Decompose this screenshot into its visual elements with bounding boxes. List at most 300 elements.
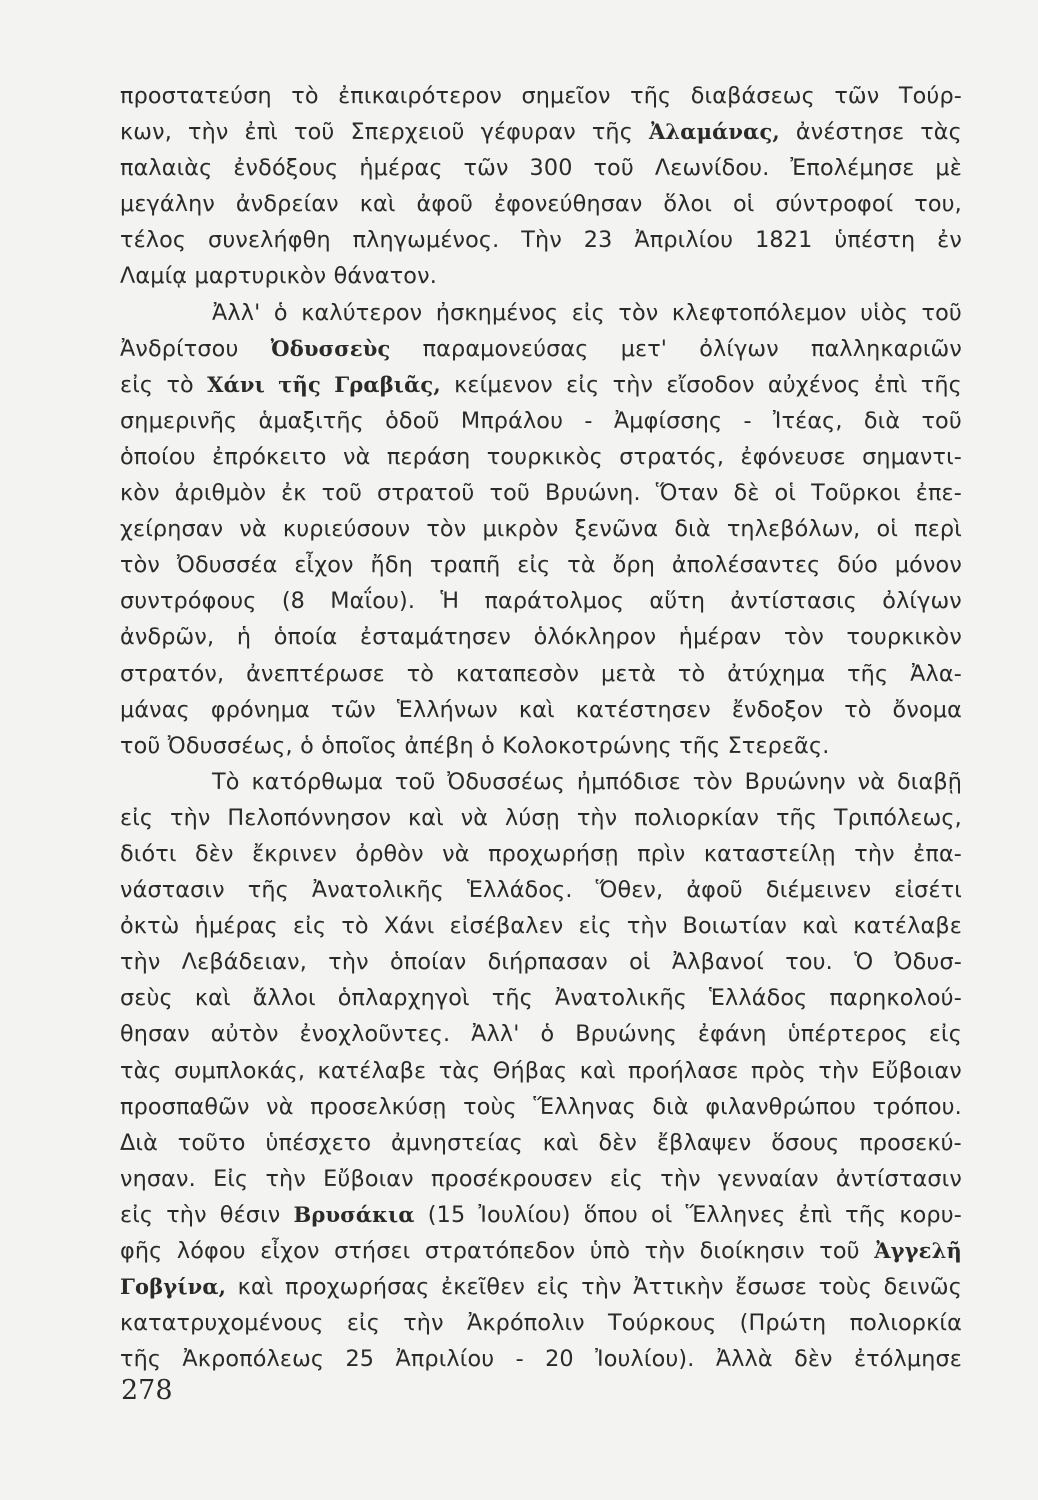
word: εἰς <box>536 1274 570 1301</box>
word: ἐφονεύθησαν <box>493 191 643 218</box>
word: Βρυώνην <box>744 768 846 795</box>
word: ἠσκημένος <box>435 299 559 326</box>
word: ὁ <box>300 732 314 759</box>
word: τουρκικὸν <box>846 624 962 651</box>
word: ὑπέρτερος <box>787 1021 908 1048</box>
word: προσέκρουσεν <box>430 1165 593 1192</box>
word: νὰ <box>857 768 886 795</box>
word: Ὅταν <box>655 480 719 507</box>
word: κλεφτοπόλεμον <box>671 299 847 326</box>
word: χείρησαν <box>120 516 224 543</box>
word: καὶ <box>802 913 839 940</box>
word: Ἀπριλίου <box>634 227 734 254</box>
word: τῶν <box>834 83 880 109</box>
word: διήρπασαν <box>487 949 608 976</box>
word: τὴν <box>170 804 211 831</box>
text-line <box>120 764 962 800</box>
word: παλληκαριῶν <box>811 335 962 362</box>
word: μετ' <box>620 335 668 362</box>
word: Ἀλλὰ <box>715 1346 773 1373</box>
word: θησαν <box>120 1021 190 1048</box>
word: νὰ <box>239 516 267 543</box>
word: ἀπολέσαντες <box>671 552 821 579</box>
word: ὀλίγων <box>882 588 962 615</box>
word: τὴν <box>403 1310 444 1337</box>
word: ἐν <box>937 227 962 254</box>
word: Βρυώνη. <box>544 480 641 507</box>
word: συνελήφθη <box>208 227 331 254</box>
word: (Πρώτη <box>739 1310 827 1337</box>
word: πληγωμένος. <box>352 227 500 254</box>
word: ἡμέραν <box>678 624 762 651</box>
word: Τούρ- <box>898 83 962 109</box>
text-line <box>120 1125 962 1161</box>
word: νὰ <box>442 840 470 867</box>
word: ἀφοῦ <box>416 191 474 218</box>
word: στρατοῦ <box>377 480 475 507</box>
word: 25 <box>345 1346 375 1373</box>
word: προχωρήσῃ <box>488 840 619 867</box>
word: τῆς <box>591 119 633 146</box>
word: τῆς <box>845 1201 887 1228</box>
word: τῆς <box>775 804 818 831</box>
word: ἐτόλμησε <box>853 1346 962 1373</box>
word: τρόπου. <box>872 1093 962 1120</box>
text-line <box>120 619 962 655</box>
word: Εὔβοιαν <box>323 1165 414 1192</box>
word: Βρυώνης <box>575 1021 677 1048</box>
word: (8 <box>281 588 305 615</box>
word: ἔσωσε <box>735 1274 807 1301</box>
word: τὴν <box>120 949 161 976</box>
text-line <box>120 295 962 331</box>
word: λύσῃ <box>505 804 560 831</box>
word: Ἀμφίσσης <box>613 407 723 434</box>
word: υἱὸς <box>860 299 908 326</box>
word: μεγάλην <box>120 191 215 218</box>
word: κατέστησεν <box>575 696 711 723</box>
word: Ἕλληνες <box>685 1201 786 1228</box>
word: δὲν <box>195 840 234 867</box>
word: Ἡ <box>440 588 460 615</box>
word: τῆς <box>630 83 672 109</box>
word: καὶ <box>237 1274 274 1301</box>
word: 23 <box>583 227 613 254</box>
word: δὲν <box>598 1129 638 1156</box>
word: τῶν <box>330 696 376 723</box>
word: μαρτυρικὸν <box>194 263 327 290</box>
word: τοῦ <box>921 299 962 326</box>
word: προσελκύσῃ <box>310 1093 447 1120</box>
word: τὴν <box>265 1165 306 1192</box>
word: ἀριθμὸν <box>174 480 267 507</box>
word: ὑπέσχετο <box>265 1129 372 1156</box>
word: τὴν <box>660 1165 701 1192</box>
text-line <box>120 403 962 439</box>
word: ἤδη <box>370 552 413 579</box>
word: Πελοπόννησον <box>227 804 392 831</box>
text-line <box>120 511 962 547</box>
word: του, <box>914 191 962 218</box>
word: ἐπὶ <box>873 371 908 398</box>
word: Μπράλου <box>460 407 564 434</box>
word: Ὀδυσσέως <box>447 768 566 795</box>
word: καὶ <box>542 1129 579 1156</box>
text-line <box>120 1269 962 1305</box>
word: σημερινῆς <box>120 407 238 434</box>
word: τῆς <box>847 660 889 687</box>
word: ἔνδοξον <box>731 696 824 723</box>
word: Ἰτέας, <box>772 407 843 434</box>
word: Ὁ <box>854 949 874 976</box>
word: κατόρθωμα <box>251 768 384 795</box>
word: πολιορκίαν <box>634 804 760 831</box>
word: γενναίαν <box>717 1165 819 1192</box>
word: νάστασιν <box>120 877 225 904</box>
word: ἀφοῦ <box>686 877 743 904</box>
word: στρατόπεδον <box>424 1238 576 1264</box>
word: μάνας <box>120 696 190 723</box>
word: Τοῦρκοι <box>811 480 901 507</box>
word: ὀκτὼ <box>120 913 180 940</box>
word: καὶ <box>359 191 396 218</box>
word: τοῦ <box>120 732 161 759</box>
word: ἀνδρῶν, <box>120 624 215 651</box>
word: εἰς <box>346 1310 380 1337</box>
word: ὅπου <box>583 1201 638 1228</box>
word: τὴν <box>166 1201 207 1228</box>
word: ἐπὶ <box>798 1201 833 1228</box>
word: ἐνδόξους <box>233 155 339 182</box>
text-line <box>120 547 962 583</box>
word: τῆς <box>920 371 962 398</box>
word: ὁλόκληρον <box>533 624 657 651</box>
word: εἰς <box>571 299 605 326</box>
paragraph <box>120 764 962 1378</box>
word: αὕτη <box>649 588 706 615</box>
word: συντρόφους <box>120 588 257 615</box>
word: προχωρήσας <box>285 1274 430 1301</box>
word: καὶ <box>579 1057 616 1084</box>
word: θάνατον. <box>333 263 437 290</box>
word: τὴν <box>644 1238 686 1264</box>
word: ὁποῖος <box>321 732 398 759</box>
word: τοῦ <box>294 119 335 146</box>
word: εἰς <box>566 371 600 398</box>
word: Ὀδυσ- <box>894 949 962 976</box>
word: τὴν <box>854 840 895 867</box>
word: ἐνοχλοῦντες. <box>299 1021 451 1048</box>
word: κατέλαβε <box>853 913 962 940</box>
word: τῆς <box>247 877 289 904</box>
word: κυριεύσουν <box>282 516 411 543</box>
word: τοῦ <box>819 1238 860 1264</box>
word: διέμεινεν <box>765 877 872 904</box>
word: μικρὸν <box>482 516 559 543</box>
word: ἐπα- <box>913 840 962 867</box>
word: μὲ <box>935 155 962 182</box>
word: ἀνεπτέρωσε <box>246 660 385 687</box>
word: τὴν <box>626 913 668 940</box>
word: πρὸς <box>751 1057 806 1084</box>
word: ἐφάνη <box>697 1021 767 1048</box>
word: Ἀνατολικῆς <box>311 877 444 904</box>
text-line <box>120 1341 962 1377</box>
text-line <box>120 114 962 150</box>
word: εἰσέτι <box>894 877 962 904</box>
word: καταστείλῃ <box>703 840 836 867</box>
word: Μαΐου). <box>330 588 416 615</box>
text-line <box>120 1197 962 1233</box>
word: ἄλλοι <box>252 985 316 1012</box>
word: οἱ <box>876 516 899 543</box>
word: τοῦ <box>489 480 530 507</box>
word: ὀρθὸν <box>355 840 424 867</box>
word: τῆς <box>679 732 721 759</box>
word: νὰ <box>342 443 371 470</box>
word: ὄρη <box>612 552 655 579</box>
word: λόφου <box>176 1238 246 1264</box>
word: τὸν <box>618 299 659 326</box>
word: οἱ <box>651 1201 673 1228</box>
word: τὴν <box>818 1057 859 1084</box>
text-line <box>120 1089 962 1125</box>
word: ἐπικαιρότερον <box>338 83 502 109</box>
word: Ἀπριλίου <box>395 1346 495 1373</box>
bold-term: Γραβιᾶς, <box>334 371 441 397</box>
word: Διὰ <box>120 1129 158 1156</box>
word: Ἑλλάδος. <box>467 877 573 904</box>
word: τὴν <box>576 804 618 831</box>
word: τὰς <box>438 1057 481 1084</box>
word: σύντροφοί <box>775 191 894 218</box>
word: ἠμπόδισε <box>576 768 681 795</box>
text-line <box>120 1233 962 1269</box>
word: ἀπέβη <box>404 732 474 759</box>
word: Κολοκοτρώνης <box>502 732 672 759</box>
word: τῶν <box>463 155 509 182</box>
word: διαβάσεως <box>690 83 815 109</box>
word: προήλασε <box>627 1057 739 1084</box>
word: ὁποίου <box>120 443 196 470</box>
word: τραπῆ <box>429 552 501 579</box>
word: εἰς <box>293 913 327 940</box>
word: στήσει <box>334 1238 411 1264</box>
word: δεινῶς <box>883 1274 962 1301</box>
text-line <box>120 1305 962 1341</box>
word: ἔβλαψεν <box>656 1129 752 1156</box>
word: κείμενον <box>454 371 553 398</box>
word: τοὺς <box>463 1093 517 1120</box>
word: τὸν <box>426 516 467 543</box>
word: περὶ <box>914 516 962 543</box>
word: ὅλοι <box>663 191 713 218</box>
word: ἔκρινεν <box>252 840 337 867</box>
word: τὸν <box>120 552 160 579</box>
word: εἰς <box>120 371 154 398</box>
word: πρὶν <box>637 840 686 867</box>
word: κων, <box>120 119 172 146</box>
word: εἰσέβαλεν <box>449 913 564 940</box>
word: οἱ <box>629 949 651 976</box>
text-line <box>120 692 962 728</box>
word: ξενῶνα <box>574 516 659 543</box>
bold-term: Γοβγίνα, <box>120 1274 227 1300</box>
word: ὑπὸ <box>589 1238 631 1264</box>
bold-term: Ἀγγελῆ <box>874 1238 962 1263</box>
word: ὄνομα <box>892 696 962 723</box>
word: φῆς <box>120 1238 163 1264</box>
text-line <box>120 1053 962 1089</box>
page-number: 278 <box>121 1375 173 1406</box>
word: Ἀλα- <box>910 660 962 687</box>
word: Εἰς <box>213 1165 249 1192</box>
text-line <box>120 908 962 944</box>
word: εἰς <box>120 1201 154 1228</box>
word: διαβῇ <box>896 768 962 795</box>
word: διοίκησιν <box>699 1238 805 1264</box>
word: ἀμνηστείας <box>391 1129 523 1156</box>
word: διότι <box>120 840 177 867</box>
word: εἰς <box>609 1165 644 1192</box>
text-line <box>120 656 962 692</box>
bold-term: Βρυσάκια <box>293 1201 415 1227</box>
word: σεὺς <box>120 985 173 1012</box>
word: εἶχον <box>294 552 354 579</box>
word: δύο <box>837 552 878 579</box>
text-line <box>120 150 962 186</box>
word: διὰ <box>674 516 711 543</box>
word: Θήβας <box>492 1057 568 1084</box>
word: ἡ <box>236 624 252 651</box>
text-line <box>120 186 962 222</box>
word: τὴν <box>612 371 654 398</box>
word: θέσιν <box>219 1201 281 1228</box>
word: καὶ <box>194 985 231 1012</box>
word: καλύτερον <box>301 299 423 326</box>
word: τέλος <box>120 227 187 254</box>
word: τὴν <box>328 949 369 976</box>
word: ἐκ <box>281 480 307 507</box>
word: ὁποίαν <box>390 949 467 976</box>
word: τοῦ <box>921 407 962 434</box>
word: καταπεσὸν <box>456 660 580 687</box>
word: τὴν <box>188 119 229 146</box>
word: Ἀλβανοί <box>671 949 764 976</box>
word: Ἰουλίου). <box>595 1346 695 1373</box>
word: τὸ <box>844 696 872 723</box>
word: πολιορκία <box>849 1310 962 1337</box>
word: ὁποία <box>273 624 338 651</box>
word: τὸ <box>406 660 435 687</box>
word: 1821 <box>755 227 813 254</box>
word: τὸν <box>783 624 824 651</box>
word: ἐπὶ <box>244 119 278 146</box>
text-line <box>120 475 962 511</box>
word: - <box>515 1346 524 1373</box>
word: Λαμίᾳ <box>120 263 188 290</box>
word: νὰ <box>266 1093 294 1120</box>
word: Ὀδυσσέα <box>176 552 278 579</box>
word: κὸν <box>120 480 160 507</box>
word: στρατόν, <box>120 660 225 687</box>
word: εἶχον <box>260 1238 320 1264</box>
word: Ἀνδρίτσου <box>120 335 239 362</box>
word: διὰ <box>652 1093 689 1120</box>
word: προστατεύση <box>120 83 272 109</box>
word: τὸ <box>677 660 706 687</box>
word: αὐτὸν <box>210 1021 279 1048</box>
word: ὑπέστη <box>834 227 916 254</box>
text-line <box>120 78 962 114</box>
word: νὰ <box>460 804 489 831</box>
text-line <box>120 836 962 872</box>
word: εἰς <box>517 552 551 579</box>
text-line <box>120 439 962 475</box>
word: οἱ <box>774 480 797 507</box>
word: περάση <box>386 443 471 470</box>
word: Τριπόλεως, <box>833 804 962 831</box>
word: σημαντι- <box>862 443 962 470</box>
word: Ἑλλήνων <box>396 696 498 723</box>
word: παλαιὰς <box>120 155 213 182</box>
word: τὰς <box>120 1057 162 1084</box>
word: παραμονεύσας <box>422 335 589 362</box>
word: ἀνδρείαν <box>235 191 339 218</box>
word: Ἀλλ' <box>212 299 261 326</box>
text-line <box>120 258 962 294</box>
word: Ἐπολέμησε <box>790 155 915 182</box>
word: Ἀλλ' <box>471 1021 520 1048</box>
word: Ἀττικὴν <box>633 1274 724 1301</box>
text-line <box>120 944 962 980</box>
word: νησαν. <box>120 1165 196 1192</box>
word: Ὅθεν, <box>595 877 664 904</box>
word: ἀντίστασις <box>730 588 858 615</box>
word: παρηκολού- <box>829 985 962 1012</box>
word: ἡμέρας <box>194 913 278 940</box>
word: τὰ <box>567 552 596 579</box>
word: κατατρυχομένους <box>120 1310 324 1337</box>
word: τοῦ <box>394 768 436 795</box>
word: φιλανθρώπου <box>705 1093 857 1120</box>
word: συμπλοκάς, <box>174 1057 306 1084</box>
word: δὲ <box>733 480 760 507</box>
word: - <box>584 407 593 434</box>
word: τὸν <box>692 768 733 795</box>
word: ἀνέστησε <box>795 119 905 146</box>
word: καὶ <box>518 696 555 723</box>
word: Σπερχειοῦ <box>350 119 465 146</box>
word: μόνον <box>894 552 962 579</box>
word: Στερεᾶς. <box>727 732 830 759</box>
word: τουρκικὸς <box>486 443 603 470</box>
word: (15 <box>427 1201 466 1228</box>
word: τὸ <box>341 913 369 940</box>
word: Εὔβοιαν <box>871 1057 962 1084</box>
text-line <box>120 331 962 367</box>
word: ἀτύχημα <box>727 660 826 687</box>
bold-term: Χάνι <box>207 371 265 397</box>
word: τηλεβόλων, <box>726 516 861 543</box>
word: τὸ <box>291 83 319 109</box>
word: ἐπρόκειτο <box>212 443 327 470</box>
word: προσπαθῶν <box>120 1093 250 1120</box>
word: τῆς <box>120 1346 162 1373</box>
word: σημεῖον <box>521 83 611 109</box>
word: εἴσοδον <box>666 371 755 398</box>
word: - <box>743 407 752 434</box>
